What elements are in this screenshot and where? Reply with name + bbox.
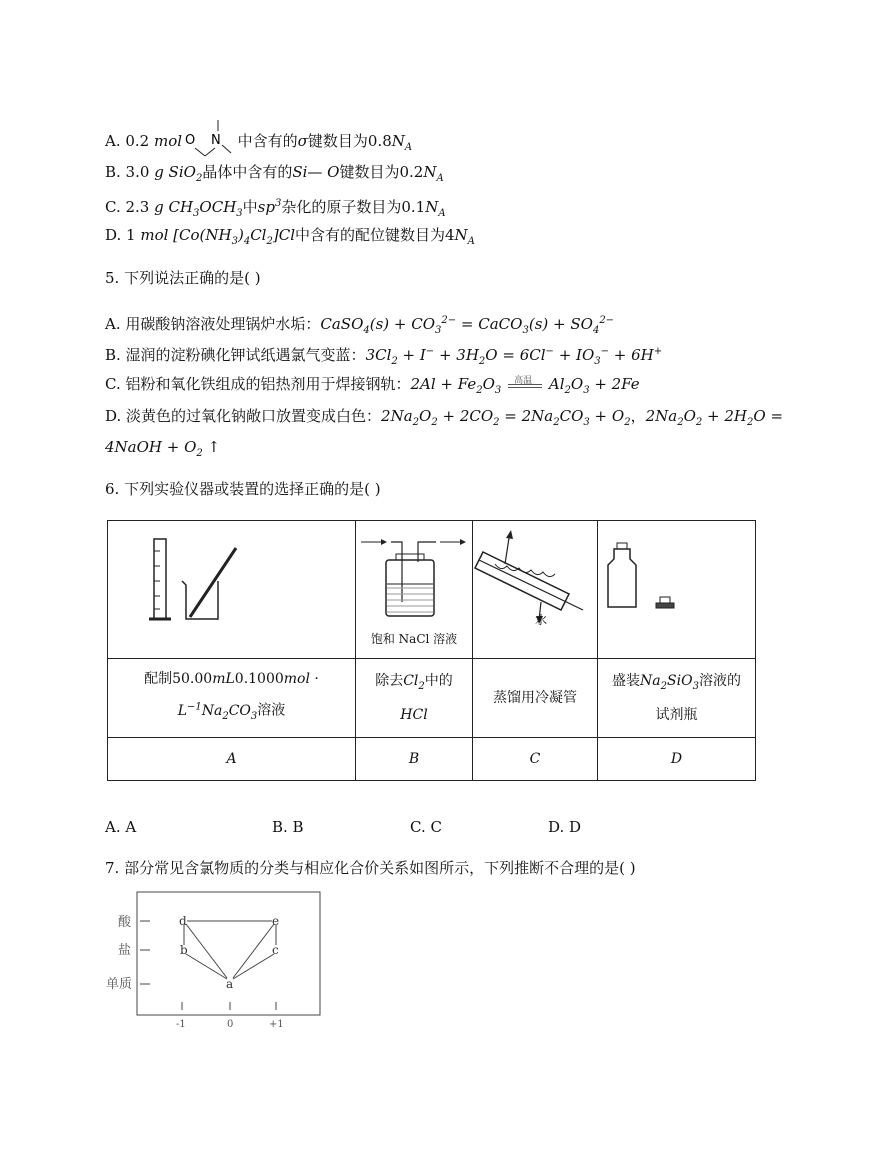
- y-label-acid: 酸: [118, 915, 132, 930]
- water-label: 水: [535, 613, 548, 627]
- condenser-icon: [473, 528, 597, 648]
- q6-option-c: C. C: [410, 818, 442, 836]
- dimethylformamide-structure: [185, 118, 233, 160]
- point-b: b: [180, 943, 188, 957]
- point-e: e: [272, 914, 280, 928]
- q6-option-a: A. A: [105, 818, 137, 836]
- q6-option-b: B. B: [272, 818, 304, 836]
- svg-text:N: N: [210, 133, 221, 148]
- apparatus-c-image: [473, 521, 598, 659]
- graduated-cylinder-beaker-icon: [108, 521, 355, 654]
- q4-option-a: A. 0.2 mol O N 中含有的σ键数目为$0.8N_A$: [105, 118, 412, 160]
- y-label-salt: 盐: [118, 943, 132, 958]
- chlorine-valence-diagram: [100, 890, 330, 1035]
- apparatus-b-desc: 除去$Cl_2$中的 HCl: [356, 659, 473, 738]
- point-c: c: [272, 943, 279, 957]
- q7-stem: 7. 部分常见含氯物质的分类与相应化合价关系如图所示，下列推断不合理的是( ): [105, 859, 636, 877]
- apparatus-c-desc: 蒸馏用冷凝管: [473, 659, 598, 738]
- q5-option-a: A. 用碳酸钠溶液处理锅炉水垢：CaSO$_4$(s) + $CO_3^{2-}$ = CaCO$_3$(s) + $SO_4^{2-}$: [105, 315, 615, 336]
- reaction-condition: 高温: [506, 378, 544, 392]
- q6-stem: 6. 下列实验仪器或装置的选择正确的是( ): [105, 480, 381, 498]
- apparatus-d-desc: 盛装$Na_2SiO_3$溶液的 试剂瓶: [598, 659, 756, 738]
- q6-option-d: D. D: [548, 818, 582, 836]
- q5-option-c: C. 铝粉和氧化铁组成的铝热剂用于焊接钢轨：$2Al + Fe_2O_3$ 高温 $Al_2O_3 + 2Fe$: [105, 375, 640, 396]
- q4-option-d: D. 1 mol $[Co(NH_3)_4Cl_2]Cl$中含有的配位键数目为$4N_A$: [105, 226, 475, 247]
- apparatus-a-desc: 配制50.00mL0.1000mol · $L^{-1}Na_2CO_3$溶液: [108, 659, 356, 738]
- q5-option-d: D. 淡黄色的过氧化钠敞口放置变成白色：$2Na_2O_2 + 2CO_2 = 2Na_2CO_3 + O_2$，$2Na_2O_2 + 2H_2O$ =: [105, 407, 784, 428]
- apparatus-letter-a: A: [108, 738, 356, 781]
- y-label-element: 单质: [106, 977, 133, 992]
- q5-option-d-cont: 4NaOH + $O_2$ ↑: [105, 438, 221, 459]
- apparatus-letter-d: D: [598, 738, 756, 781]
- point-d: d: [179, 914, 187, 928]
- x-tick-neg1: -1: [176, 1019, 186, 1030]
- x-tick-0: 0: [227, 1019, 234, 1030]
- point-a: a: [226, 977, 234, 991]
- apparatus-table: [107, 520, 756, 781]
- apparatus-a-image: [108, 521, 356, 659]
- x-tick-pos1: +1: [269, 1019, 284, 1030]
- q4-option-c: C. 2.3 g $CH_3OCH_3$中$sp^3$杂化的原子数目为$0.1N_A$: [105, 198, 446, 219]
- q5-stem: 5. 下列说法正确的是( ): [105, 269, 261, 287]
- svg-text:O: O: [184, 133, 196, 148]
- nacl-solution-label: 饱和 NaCl 溶液: [370, 632, 458, 646]
- reagent-bottle-icon: [598, 521, 755, 654]
- apparatus-letter-b: B: [356, 738, 473, 781]
- apparatus-d-image: [598, 521, 756, 659]
- apparatus-letter-c: C: [473, 738, 598, 781]
- gas-washing-bottle-icon: [356, 532, 472, 622]
- q5-option-b: B. 湿润的淀粉碘化钾试纸遇氯气变蓝：$3Cl_2 + I^- + 3H_2O = 6Cl^- + IO_3^- + 6H^+$: [105, 346, 663, 367]
- apparatus-b-image: [356, 521, 473, 659]
- q4-option-b: B. 3.0 g SiO$_2$晶体中含有的Si— O键数目为$0.2N_A$: [105, 163, 444, 184]
